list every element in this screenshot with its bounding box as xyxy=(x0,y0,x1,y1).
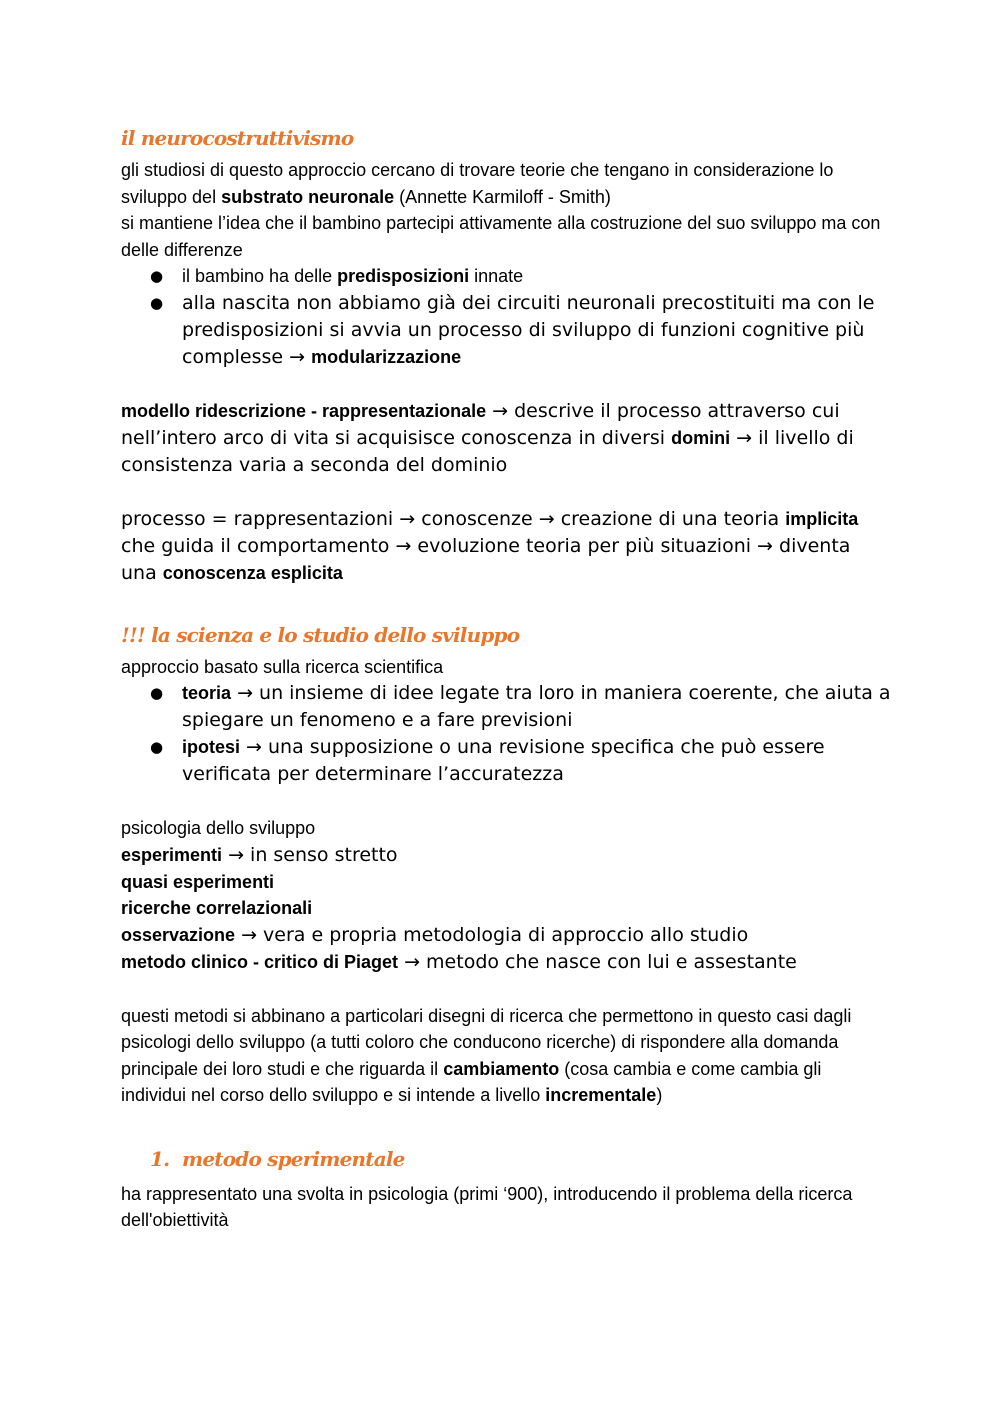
document-page xyxy=(121,124,891,1234)
paragraph: si mantiene l’idea che il bambino partecipi attivamente alla costruzione del suo sviluppo ma con delle differenze xyxy=(121,213,881,260)
paragraph: approccio basato sulla ricerca scientifica xyxy=(121,656,444,677)
list-number: 1. xyxy=(150,1146,170,1171)
paragraph: ha rappresentato una svolta in psicologia (primi ‘900), introducendo il problema della ricerca dell'obiettività xyxy=(121,1183,853,1230)
bullet-list xyxy=(121,680,891,788)
list-item: ● teoria → un insieme di idee legate tra loro in maniera coerente, che aiuta a spiegare un fenomeno e a fare previsioni xyxy=(121,680,891,734)
paragraph: modello ridescrizione - rappresentazionale → descrive il processo attraverso cui nell’intero arco di vita si acquisisce conoscenza in diversi domini → il livello di consistenza varia a seconda del dominio xyxy=(121,399,854,476)
paragraph: psicologia dello sviluppo xyxy=(121,818,316,838)
section-heading-metodo-sperimentale: metodo sperimentale xyxy=(182,1146,405,1171)
paragraph: osservazione → vera e propria metodologia di approccio allo studio xyxy=(121,923,749,946)
list-item: ● alla nascita non abbiamo già dei circuiti neuronali precostituiti ma con le predisposizioni si avvia un processo di sviluppo di funzioni cognitive più complesse → modularizzazione xyxy=(121,290,891,371)
paragraph: quasi esperimenti xyxy=(121,871,275,892)
section-heading-neurocostruttivismo: il neurocostruttivismo xyxy=(121,126,354,150)
paragraph: metodo clinico - critico di Piaget → metodo che nasce con lui e assestante xyxy=(121,950,797,973)
paragraph: processo = rappresentazioni → conoscenze → creazione di una teoria implicita che guida il comportamento → evoluzione teoria per più situazioni → diventa una conoscenza esplicita xyxy=(121,507,859,584)
paragraph: ricerche correlazionali xyxy=(121,898,313,918)
paragraph: questi metodi si abbinano a particolari disegni di ricerca che permettono in questo casi dagli psicologi dello sviluppo (a tutti coloro che conducono ricerche) di rispondere alla domanda principale dei loro studi e che riguarda il cambiamento (cosa cambia e come cambia gli individui nel corso dello sviluppo e si intende a livello incrementale) xyxy=(121,1005,852,1105)
list-item: ● il bambino ha delle predisposizioni innate xyxy=(121,263,891,290)
bullet-list xyxy=(121,263,891,371)
section-heading-scienza: !!! la scienza e lo studio dello sviluppo xyxy=(121,622,520,647)
paragraph: gli studiosi di questo approccio cercano di trovare teorie che tengano in considerazione lo sviluppo del substrato neuronale (Annette Karmiloff - Smith) xyxy=(121,160,834,207)
list-item: ● ipotesi → una supposizione o una revisione specifica che può essere verificata per determinare l’accuratezza xyxy=(121,734,891,788)
numbered-heading xyxy=(121,1145,891,1173)
paragraph: esperimenti → in senso stretto xyxy=(121,843,398,866)
